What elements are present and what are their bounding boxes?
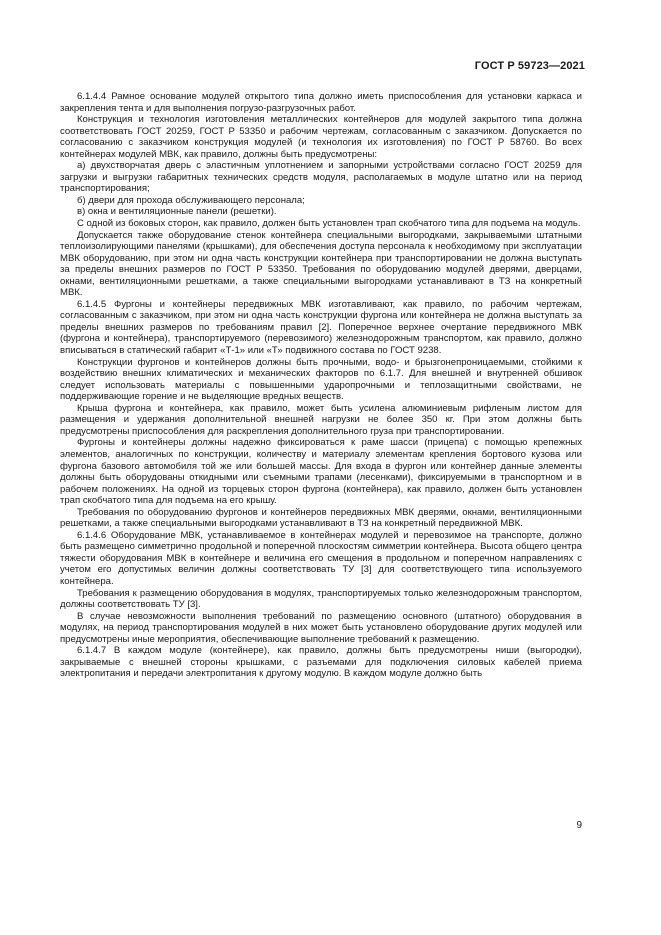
page-number: 9 — [576, 820, 582, 831]
list-item-a: а) двухстворчатая дверь с эластичным уплотнением и запорными устройствами согласно ГОСТ 20259 для загрузки и выгрузки габаритных технических средств модуля, располагаемых в модуле штатно или на период транспортирования; — [60, 160, 582, 195]
paragraph: Крыша фургона и контейнера, как правило, может быть усилена алюминиевым рифленым листом для размещения и удержания дополнительной внешней нагрузки не более 350 кг. При этом должны быть предусмотрены приспособления для раскрепления дополнительного груза при транспортировании. — [60, 402, 582, 437]
paragraph: Фургоны и контейнеры должны надежно фиксироваться к раме шасси (прицепа) с помощью крепежных элементов, аналогичных по конструкции, количеству и материалу элементам крепления бортового кузова или фургона базового автомобиля той же или большей массы. Для входа в фургон или контейнер данные элементы должны быть оборудованы откидными или съемными трапами (лесенками), фиксируемыми в транспортном и в рабочем положениях. На одной из торцевых сторон фургона (контейнера), как правило, должен быть установлен трап скобчатого типа для подъема на его крышу. — [60, 437, 582, 507]
paragraph: Требования к размещению оборудования в модулях, транспортируемых только железнодорожным транспортом, должны соответствовать ТУ [3]. — [60, 587, 582, 611]
paragraph: В случае невозможности выполнения требований по размещению основного (штатного) оборудования в модулях, на период транспортирования модулей в них может быть установлено оборудование других модулей или предусмотрены иные мероприятия, обеспечивающие выполнение требований к размещению. — [60, 610, 582, 645]
list-item-b: б) двери для прохода обслуживающего персонала; — [77, 194, 305, 206]
paragraph: 6.1.4.7 В каждом модуле (контейнере), как правило, должны быть предусмотрены ниши (выгородки), закрываемые с внешней стороны крышками, с разъемами для подключения силовых кабелей приема электропитания и передачи электропитания к другому модулю. В каждом модуле должно быть — [60, 645, 582, 680]
paragraph: Требования по оборудованию фургонов и контейнеров передвижных МВК дверями, окнами, вентиляционными решетками, а также специальными выгородками устанавливают в ТЗ на конкретный передвижной МВК. — [60, 506, 582, 530]
paragraph: С одной из боковых сторон, как правило, должен быть установлен трап скобчатого типа для подъема на модуль. — [77, 218, 581, 230]
paragraph: Допускается также оборудование стенок контейнера специальными выгородками, закрываемыми штатными теплоизолирующими панелями (крышками), для обеспечения доступа персонала к необходимому при эксплуатации МВК оборудованию, при этом ни одна часть конструкции контейнера при транспортировании не должна выступать за пределы внешних размеров по ГОСТ Р 53350. Требования по оборудованию модулей дверями, дверцами, окнами, вентиляционными решетками, а также специальными выгородками устанавливают в ТЗ на конкретный МВК. — [60, 229, 582, 299]
document-body — [60, 91, 582, 680]
paragraph: 6.1.4.5 Фургоны и контейнеры передвижных МВК изготавливают, как правило, по рабочим чертежам, согласованным с заказчиком, при этом ни одна часть конструкции фургона или контейнера не должна выступать за пределы внешних размеров по требованиям правил [2]. Поперечное верхнее очертание передвижного МВК (фургона и контейнера), транспортируемого (перевозимого) железнодорожным транспортом, как правило, должно вписываться в статический габарит «Т-1» или «Т» подвижного состава по ГОСТ 9238. — [60, 298, 582, 357]
list-item-c: в) окна и вентиляционные панели (решетки). — [77, 206, 277, 218]
paragraph: Конструкция и технология изготовления металлических контейнеров для модулей закрытого типа должна соответствовать ГОСТ 20259, ГОСТ Р 53350 и рабочим чертежам, согласованным с заказчиком. Допускается по согласованию с заказчиком конструкция модулей (и технология их изготовления) по ГОСТ Р 58760. Во всех контейнерах модулей МВК, как правило, должны быть предусмотрены: — [60, 114, 582, 160]
paragraph: 6.1.4.4 Рамное основание модулей открытого типа должно иметь приспособления для установки каркаса и закрепления тента и для выполнения погрузо-разгрузочных работ. — [60, 91, 582, 114]
paragraph: Конструкции фургонов и контейнеров должны быть прочными, водо- и брызгонепроницаемыми, стойкими к воздействию внешних климатических и механических факторов по 6.1.7. Для внешней и внутренней обшивок следует использовать материалы с повышенными ударопрочными и теплозащитными свойствами, не поддерживающие горение и не выделяющие вредных веществ. — [60, 356, 582, 403]
paragraph: 6.1.4.6 Оборудование МВК, устанавливаемое в контейнерах модулей и перевозимое на транспорте, должно быть размещено симметрично продольной и поперечной плоскостям симметрии контейнера. Высота общего центра тяжести оборудования МВК в контейнере и величина его смещения в продольном и поперечном направлениях с учетом его допустимых величин должны соответствовать ТУ [3] для соответствующего типа используемого контейнера. — [60, 529, 582, 587]
standard-designation: ГОСТ Р 59723—2021 — [474, 60, 585, 72]
